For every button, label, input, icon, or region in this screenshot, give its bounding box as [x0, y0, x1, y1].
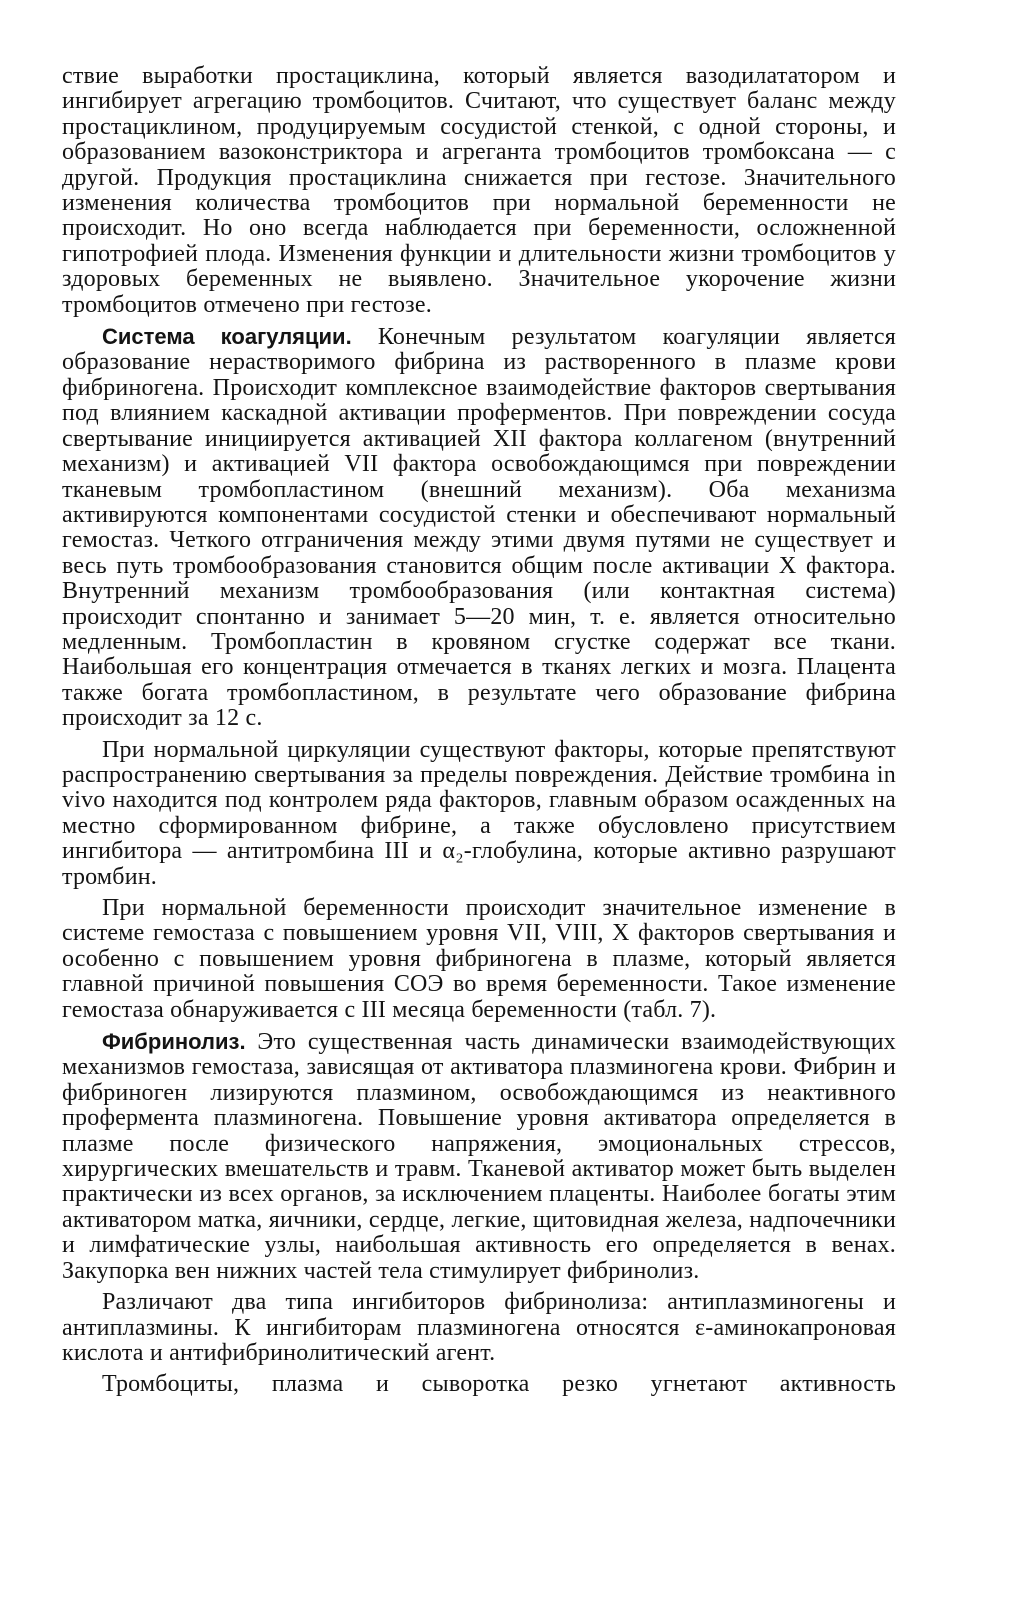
paragraph-continuation [62, 64, 896, 318]
paragraph-platelets-open [62, 1372, 896, 1397]
paragraph-normal-pregnancy [62, 896, 896, 1023]
paragraph-text: Тромбоциты, плазма и сыворотка резко угнетают активность [102, 1371, 896, 1398]
paragraph-coagulation-system [62, 324, 896, 732]
paragraph-text: При нормальной беременности происходит значительное изменение в системе гемостаза с повышением уровня VII, VIII, X факторов свертывания и особенно с повышением уровня фибриногена в плазме, который является главной причиной повышения СОЭ во время беременности. Такое изменение гемостаза обнаруживается с III месяца беременности (табл. 7). [62, 895, 896, 1023]
document-page [62, 64, 896, 1404]
paragraph-text: Различают два типа ингибиторов фибринолиза: антиплазминогены и антиплазмины. К ингибиторам плазминогена относятся ε-аминокапроновая кислота и антифибринолитический агент. [62, 1289, 896, 1366]
paragraph-text: Конечным результатом коагуляции является образование нерастворимого фибрина из растворенного в плазме крови фибриногена. Происходит комплексное взаимодействие факторов свертывания под влиянием каскадной активации проферментов. При повреждении сосуда свертывание инициируется активацией XII фактора коллагеном (внутренний механизм) и активацией VII фактора освобождающимся при повреждении тканевым тромбопластином (внешний механизм). Оба механизма активируются компонентами сосудистой стенки и обеспечивают нормальный гемостаз. Четкого отграничения между этими двумя путями не существует и весь путь тромбообразования становится общим после активации X фактора. Внутренний механизм тромбообразования (или контактная система) происходит спонтанно и занимает 5—20 мин, т. е. является относительно медленным. Тромбопластин в кровяном сгустке содержат все ткани. Наибольшая его концентрация отмечается в тканях легких и мозга. Плацента также богата тромбопластином, в результате чего образование фибрина происходит за 12 с. [62, 324, 897, 732]
section-heading-fibrinolysis: Фибринолиз. [102, 1029, 246, 1055]
paragraph-inhibitors [62, 1290, 896, 1366]
paragraph-normal-circulation [62, 738, 896, 890]
paragraph-text: ствие выработки простациклина, который является вазодилататором и ингибирует агрегацию тромбоцитов. Считают, что существует баланс между простациклином, продуцируемым сосудистой стенкой, с одной стороны, и образованием вазоконстриктора и агреганта тромбоцитов тромбоксана — с другой. Продукция простациклина снижается при гестозе. Значительного изменения количества тромбоцитов при нормальной беременности не происходит. Но оно всегда наблюдается при беременности, осложненной гипотрофией плода. Изменения функции и длительности жизни тромбоцитов у здоровых беременных не выявлено. Значительное укорочение жизни тромбоцитов отмечено при гестозе. [62, 63, 896, 318]
paragraph-text: При нормальной циркуляции существуют факторы, которые препятствуют распространению свертывания за пределы повреждения. Действие тромбина in vivo находится под контролем ряда факторов, главным образом осажденных на местно сформированном фибрине, а также обусловлено присутствием ингибитора — антитромбина III и α₂-глобулина, которые активно разрушают тромбин. [62, 736, 896, 890]
paragraph-text: Это существенная часть динамически взаимодействующих механизмов гемостаза, зависящая от активатора плазминогена крови. Фибрин и фибриноген лизируются плазмином, освобождающимся из неактивного профермента плазминогена. Повышение уровня активатора определяется в плазме после физического напряжения, эмоциональных стрессов, хирургических вмешательств и травм. Тканевой активатор может быть выделен практически из всех органов, за исключением плаценты. Наиболее богаты этим активатором матка, яичники, сердце, легкие, щитовидная железа, надпочечники и лимфатические узлы, наибольшая активность его определяется в венах. Закупорка вен нижних частей тела стимулирует фибринолиз. [62, 1029, 896, 1284]
paragraph-fibrinolysis [62, 1029, 896, 1284]
section-heading-coagulation: Система коагуляции. [102, 324, 352, 350]
